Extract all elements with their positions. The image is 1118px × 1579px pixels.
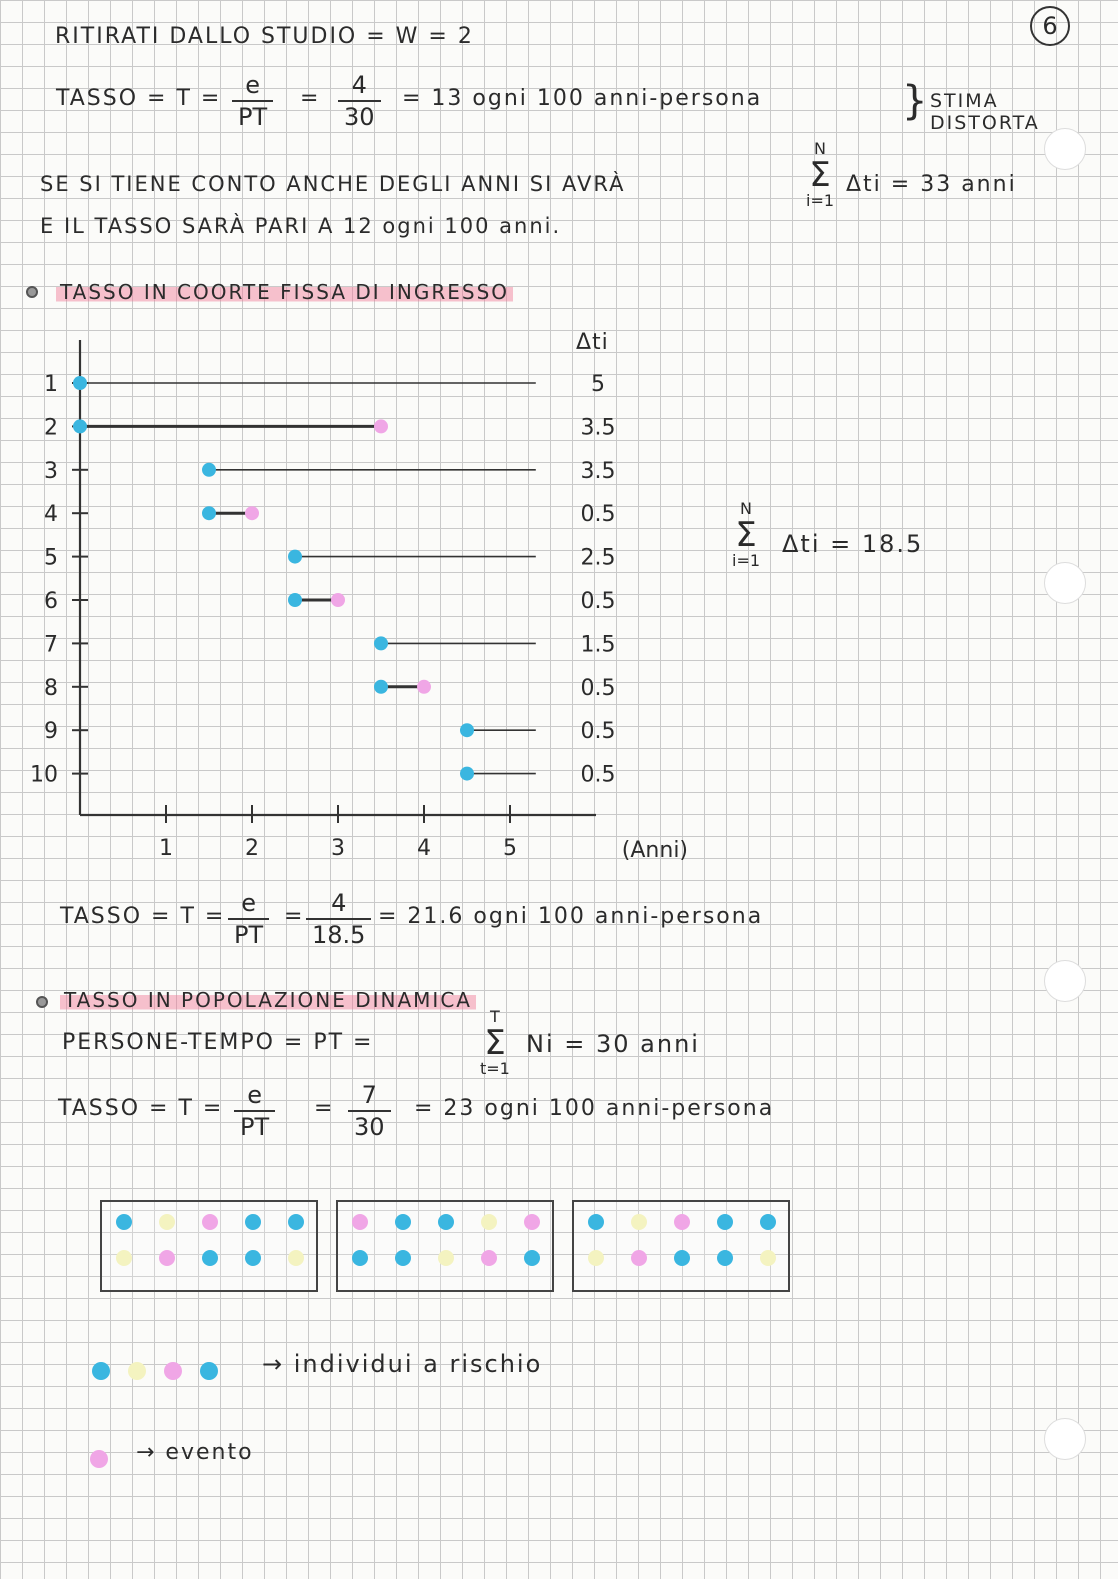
dt-value: 0.5 [580,502,616,528]
fraction-denominator: 30 [338,100,381,132]
event-dot [417,680,431,694]
y-tick-label: 2 [44,415,58,441]
population-dot [245,1214,261,1230]
y-tick-label: 4 [44,502,58,528]
legend-at-risk-label: → individui a rischio [262,1350,543,1378]
summation [480,1008,510,1078]
binder-hole [1044,960,1086,1002]
dt-column-header: Δti [576,330,609,355]
population-dot [202,1250,218,1266]
sum-expression: Δti = 18.5 [782,530,924,558]
x-tick-label: 1 [159,836,173,861]
event-dot [245,506,259,520]
fraction-denominator: PT [232,100,273,132]
sigma-symbol: Σ [484,1023,506,1063]
dt-value: 3.5 [580,458,616,484]
population-dot [760,1214,776,1230]
population-dot [288,1214,304,1230]
sentence-line-2: E IL TASSO SARÀ PARI A 12 ogni 100 anni. [40,214,562,238]
rate2-symbolic-fraction [228,888,269,950]
note-line: DISTORTA [930,112,1040,134]
rate3-result: = 23 ogni 100 anni-persona [414,1096,775,1121]
legend-event-label: → evento [136,1440,254,1465]
population-box [336,1200,554,1292]
fraction-numerator: e [247,1081,262,1109]
x-tick-label: 2 [245,836,259,861]
population-dot [588,1250,604,1266]
dt-value: 5 [591,372,605,397]
equals-sign: = [284,904,305,929]
entry-dot [374,636,388,650]
sum-upper: T [490,1007,500,1026]
rate3-numeric-fraction [348,1080,391,1142]
legend-dot [90,1450,108,1468]
bullet-dot [36,996,48,1008]
population-dot [481,1250,497,1266]
population-dot [588,1214,604,1230]
entry-dot [460,767,474,781]
binder-hole [1044,1418,1086,1460]
entry-dot [374,680,388,694]
fraction-numerator: e [241,889,256,917]
dt-value: 2.5 [580,545,616,571]
legend-dot [200,1362,218,1380]
page-number-text: 6 [1042,12,1058,40]
population-dot [352,1214,368,1230]
sum-lower: t=1 [480,1059,510,1078]
rate2-label: TASSO = T = [60,904,226,929]
sentence-line-1: SE SI TIENE CONTO ANCHE DEGLI ANNI SI AVRÀ [40,172,626,196]
y-tick-label: 5 [44,545,58,571]
x-axis-label: (Anni) [621,838,689,863]
dt-value: 0.5 [580,675,616,701]
brace: } [902,78,930,124]
population-dot [395,1214,411,1230]
y-tick-label: 6 [44,589,58,614]
population-dot [395,1250,411,1266]
population-box [100,1200,318,1292]
pt-expression: Ni = 30 anni [526,1030,700,1058]
y-tick-label: 3 [44,458,58,484]
fraction-numerator: 4 [351,71,367,99]
population-dot [116,1250,132,1266]
event-dot [374,419,388,433]
fraction-denominator: 30 [348,1110,391,1142]
population-dot [288,1250,304,1266]
fraction-denominator: 18.5 [306,918,371,950]
fraction-numerator: 7 [361,1081,377,1109]
section-title [60,988,476,1012]
fraction-denominator: PT [234,1110,275,1142]
rate1-result: = 13 ogni 100 anni-persona [402,86,763,111]
population-dot [438,1214,454,1230]
header-line: RITIRATI DALLO STUDIO = W = 2 [55,24,474,49]
population-dot [717,1214,733,1230]
note-line: STIMA [930,90,999,112]
population-dot [352,1250,368,1266]
population-dot [245,1250,261,1266]
dt-value: 3.5 [580,415,616,441]
y-tick-label: 1 [44,372,58,397]
entry-dot [202,506,216,520]
sum-upper: N [740,499,752,518]
equals-sign: = [314,1096,335,1121]
entry-dot [460,723,474,737]
y-tick-label: 10 [30,762,58,788]
sum-lower: i=1 [806,191,835,210]
population-dot [159,1250,175,1266]
population-dot [674,1214,690,1230]
population-dot [159,1214,175,1230]
rate2-numeric-fraction [306,888,371,950]
summation [732,500,760,570]
population-dot [717,1250,733,1266]
fraction-numerator: 4 [331,889,347,917]
population-dot [438,1250,454,1266]
sigma-symbol: Σ [735,515,757,555]
population-dot [631,1250,647,1266]
event-dot [331,593,345,607]
dt-value: 0.5 [580,762,616,788]
rate1-label: TASSO = T = [56,86,222,111]
x-tick-label: 3 [331,836,345,861]
population-dot [524,1250,540,1266]
population-dot [524,1214,540,1230]
x-tick-label: 4 [417,836,431,861]
fraction-denominator: PT [228,918,269,950]
pt-label: PERSONE-TEMPO = PT = [62,1030,374,1055]
entry-dot [73,376,87,390]
legend-dot [128,1362,146,1380]
entry-dot [202,463,216,477]
population-dot [116,1214,132,1230]
population-dot [631,1214,647,1230]
population-dot [674,1250,690,1266]
y-tick-label: 9 [44,719,58,745]
dt-value: 1.5 [580,632,616,658]
section-title-text: TASSO IN COORTE FISSA DI INGRESSO [56,280,513,304]
population-dot [202,1214,218,1230]
entry-dot [73,419,87,433]
rate2-result: = 21.6 ogni 100 anni-persona [378,904,764,929]
rate3-label: TASSO = T = [58,1096,224,1121]
sum-expression: Δti = 33 anni [846,172,1017,197]
legend-event-dot [90,1450,108,1472]
dt-value: 0.5 [580,589,616,614]
rate3-symbolic-fraction [234,1080,275,1142]
dt-value: 0.5 [580,719,616,745]
entry-dot [288,593,302,607]
legend-dot [92,1362,110,1380]
sigma-symbol: Σ [809,155,831,195]
x-tick-label: 5 [503,836,517,861]
sum-lower: i=1 [732,551,761,570]
sum-upper: N [814,139,826,158]
fraction-numerator: e [245,71,260,99]
population-dot [760,1250,776,1266]
entry-dot [288,550,302,564]
y-tick-label: 7 [44,632,58,658]
section-title-text: TASSO IN POPOLAZIONE DINAMICA [60,988,476,1012]
equals-sign: = [300,86,321,111]
legend-dot [164,1362,182,1380]
population-dot [481,1214,497,1230]
y-tick-label: 8 [44,675,58,701]
population-box [572,1200,790,1292]
legend-at-risk-dots [92,1362,218,1380]
